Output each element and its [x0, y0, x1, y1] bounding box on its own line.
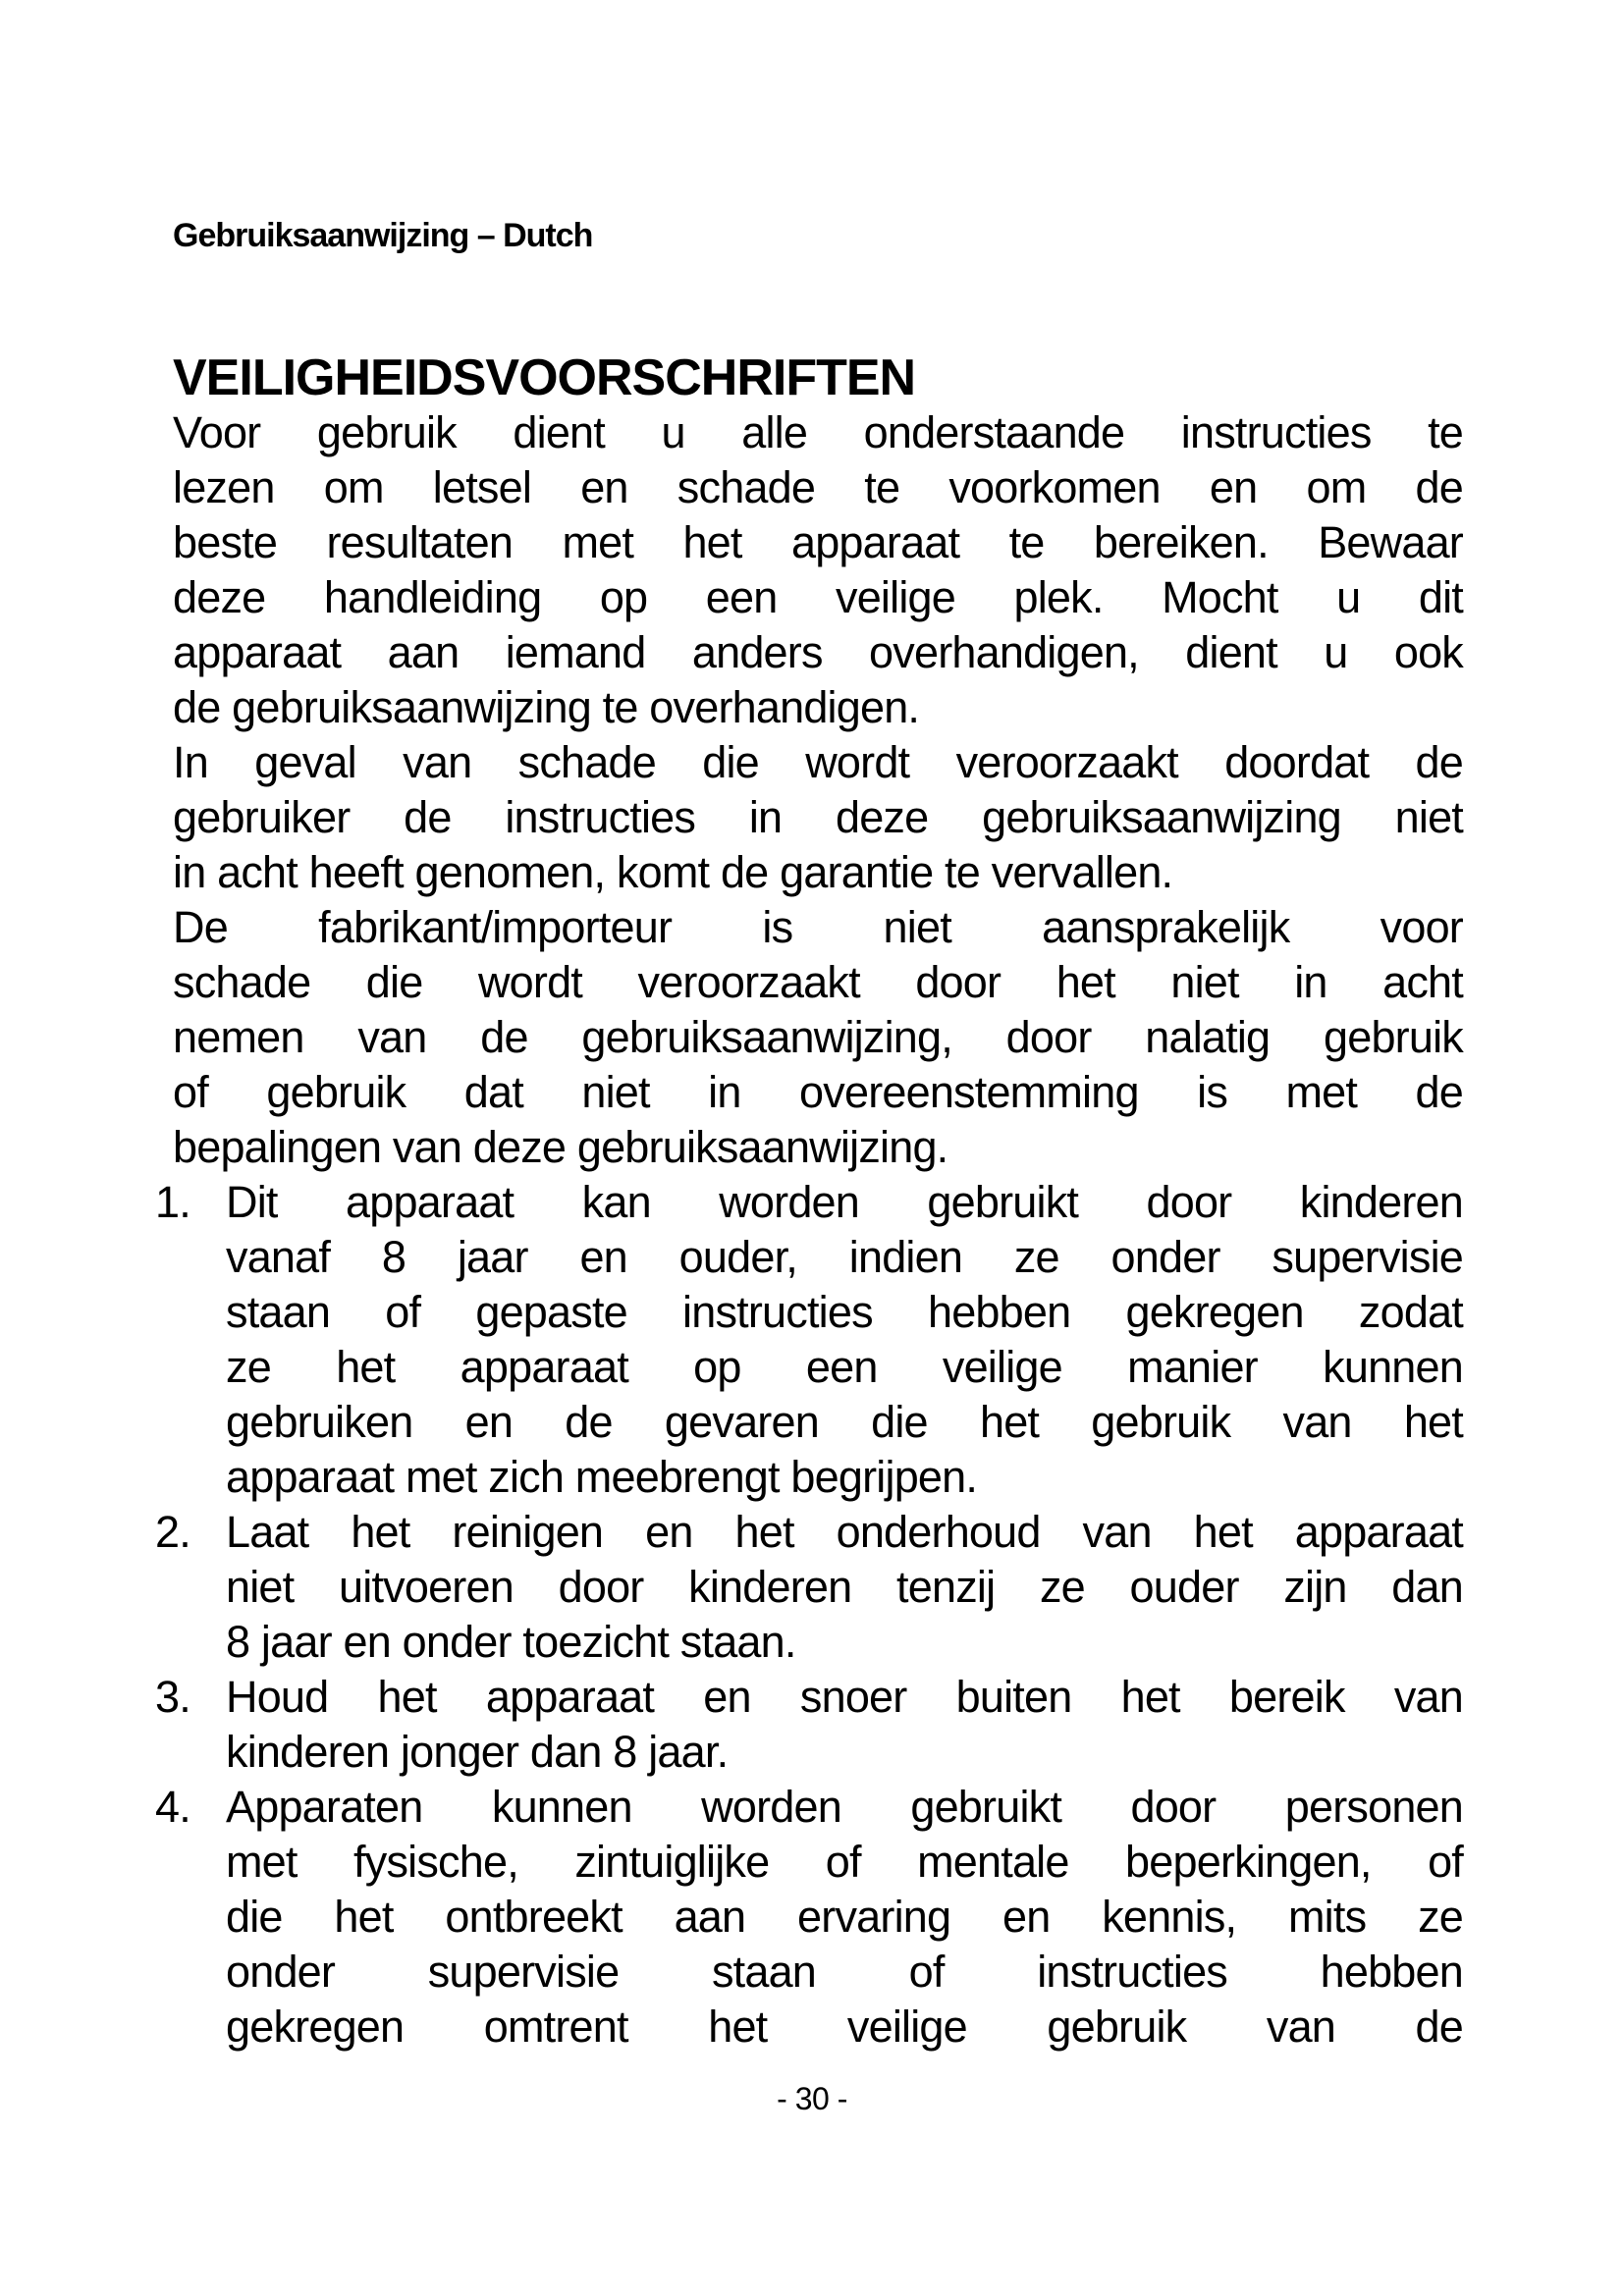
paragraph [173, 735, 1463, 900]
document-title: VEILIGHEIDSVOORSCHRIFTEN [173, 349, 916, 406]
list-item [155, 1175, 1463, 1505]
numbered-list [155, 1175, 1463, 2055]
paragraph-line: In geval van schade die wordt veroorzaakt doordat de [173, 737, 1463, 787]
list-item-line: gekregen omtrent het veilige gebruik van de [226, 2002, 1463, 2052]
list-item-line: niet uitvoeren door kinderen tenzij ze ouder zijn dan [226, 1562, 1463, 1612]
list-item [155, 1505, 1463, 1670]
list-item-line: Houd het apparaat en snoer buiten het bereik van [226, 1672, 1463, 1722]
list-item-line: kinderen jonger dan 8 jaar. [226, 1727, 729, 1777]
page-number: - 30 - [777, 2081, 847, 2116]
list-item-line: die het ontbreekt aan ervaring en kennis, mits ze [226, 1892, 1463, 1942]
list-item-line: Laat het reinigen en het onderhoud van het apparaat [226, 1507, 1463, 1557]
paragraph [173, 405, 1463, 735]
list-item-line: gebruiken en de gevaren die het gebruik van het [226, 1397, 1463, 1447]
list-item-line: 8 jaar en onder toezicht staan. [226, 1617, 796, 1667]
paragraph-line: De fabrikant/importeur is niet aansprakelijk voor [173, 902, 1463, 952]
list-item-number: 4. [155, 1782, 190, 1832]
list-item-number: 2. [155, 1507, 190, 1557]
paragraph-line: gebruiker de instructies in deze gebruiksaanwijzing niet [173, 792, 1463, 842]
list-item-number: 3. [155, 1672, 190, 1722]
list-item-line: staan of gepaste instructies hebben gekregen zodat [226, 1287, 1463, 1337]
list-item-line: vanaf 8 jaar en ouder, indien ze onder supervisie [226, 1232, 1463, 1282]
document-body [155, 349, 1463, 2055]
list-item-number: 1. [155, 1177, 190, 1227]
list-item-line: ze het apparaat op een veilige manier kunnen [226, 1342, 1463, 1392]
list-item-line: Apparaten kunnen worden gebruikt door personen [226, 1782, 1463, 1832]
paragraph-line: deze handleiding op een veilige plek. Mocht u dit [173, 572, 1463, 622]
paragraph [173, 900, 1463, 1175]
list-item-line: met fysische, zintuiglijke of mentale beperkingen, of [226, 1837, 1463, 1887]
list-item-line: Dit apparaat kan worden gebruikt door kinderen [226, 1177, 1463, 1227]
list-item [155, 1780, 1463, 2055]
paragraph-line: in acht heeft genomen, komt de garantie te vervallen. [173, 847, 1173, 897]
list-item-line: onder supervisie staan of instructies hebben [226, 1947, 1463, 1997]
paragraph-line: of gebruik dat niet in overeenstemming is met de [173, 1067, 1463, 1117]
paragraph-line: apparaat aan iemand anders overhandigen, dient u ook [173, 627, 1463, 677]
paragraph-line: beste resultaten met het apparaat te bereiken. Bewaar [173, 517, 1463, 567]
paragraph-line: de gebruiksaanwijzing te overhandigen. [173, 682, 920, 732]
paragraph-line: Voor gebruik dient u alle onderstaande instructies te [173, 407, 1463, 457]
page-footer [0, 2079, 1624, 2118]
paragraphs-container [173, 405, 1463, 1175]
paragraph-line: schade die wordt veroorzaakt door het niet in acht [173, 957, 1463, 1007]
paragraph-line: nemen van de gebruiksaanwijzing, door nalatig gebruik [173, 1012, 1463, 1062]
page-header: Gebruiksaanwijzing – Dutch [173, 217, 593, 254]
list-item-line: apparaat met zich meebrengt begrijpen. [226, 1452, 978, 1502]
paragraph-line: bepalingen van deze gebruiksaanwijzing. [173, 1122, 948, 1172]
paragraph-line: lezen om letsel en schade te voorkomen en om de [173, 462, 1463, 512]
list-item [155, 1670, 1463, 1780]
